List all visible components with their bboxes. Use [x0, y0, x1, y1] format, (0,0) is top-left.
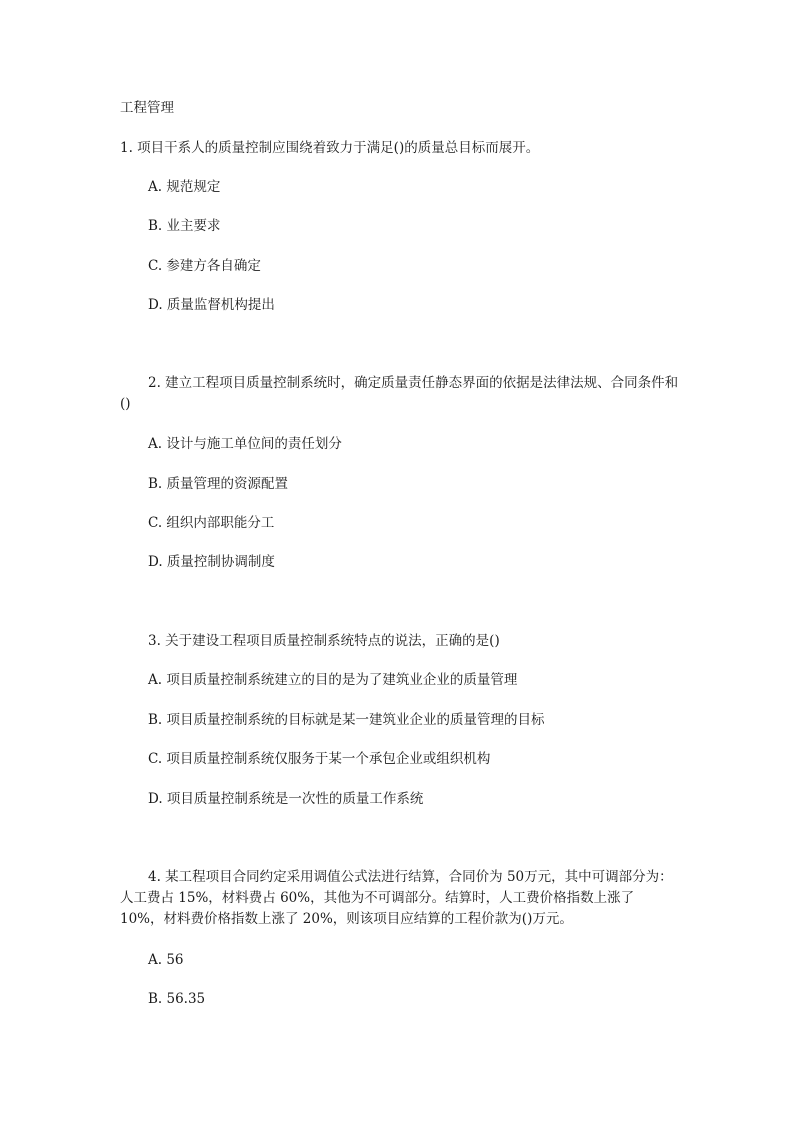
- question-2-option-b: B. 质量管理的资源配置: [148, 476, 289, 492]
- question-1-option-c: C. 参建方各自确定: [148, 258, 261, 274]
- question-4-option-a: A. 56: [148, 952, 184, 968]
- question-4-stem: 4. 某工程项目合同约定采用调值公式法进行结算，合同价为 50万元，其中可调部分为：人工费占 15%，材料费占 60%，其他为不可调部分。结算时，人工费价格指数上涨了 10%，材料费价格指数上涨了 20%，则该项目应结算的工程价款为()万元。: [120, 869, 673, 927]
- question-3-option-b: B. 项目质量控制系统的目标就是某一建筑业企业的质量管理的目标: [148, 712, 545, 728]
- question-3-option-c: C. 项目质量控制系统仅服务于某一个承包企业或组织机构: [148, 751, 491, 767]
- question-2-option-c: C. 组织内部职能分工: [148, 515, 275, 531]
- question-3-option-d: D. 项目质量控制系统是一次性的质量工作系统: [148, 791, 424, 807]
- question-2-option-a: A. 设计与施工单位间的责任划分: [148, 436, 342, 452]
- question-2-stem: 2. 建立工程项目质量控制系统时，确定质量责任静态界面的依据是法律法规、合同条件和(): [120, 375, 679, 412]
- question-1-stem: 1. 项目干系人的质量控制应围绕着致力于满足()的质量总目标而展开。: [120, 140, 540, 156]
- question-1-option-a: A. 规范规定: [148, 179, 221, 195]
- question-3-option-a: A. 项目质量控制系统建立的目的是为了建筑业企业的质量管理: [148, 672, 518, 688]
- question-1-option-b: B. 业主要求: [148, 218, 221, 234]
- question-2-option-d: D. 质量控制协调制度: [148, 554, 275, 570]
- question-1-option-d: D. 质量监督机构提出: [148, 297, 275, 313]
- document-title: 工程管理: [120, 100, 174, 116]
- question-4-option-b: B. 56.35: [148, 991, 206, 1007]
- question-3-stem: 3. 关于建设工程项目质量控制系统特点的说法，正确的是(): [148, 633, 500, 649]
